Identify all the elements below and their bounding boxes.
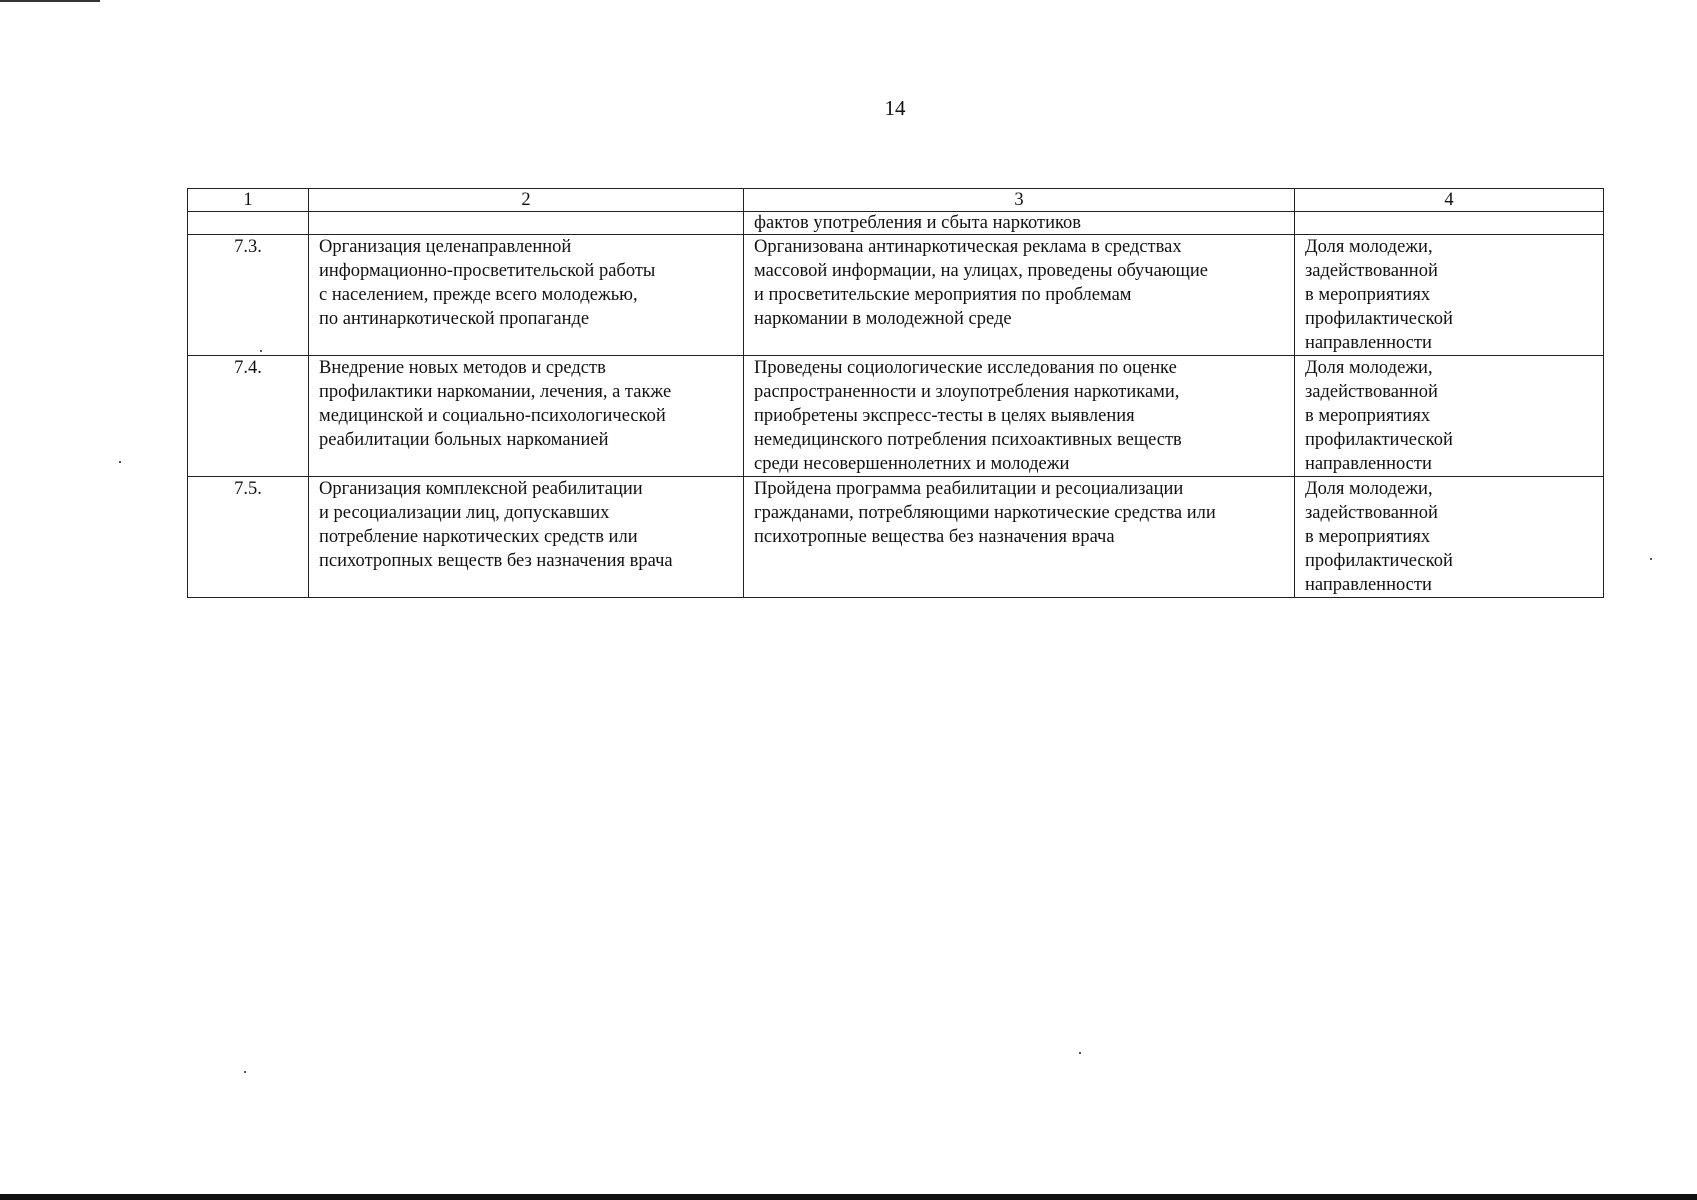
row-number: 7.3. <box>188 235 309 356</box>
measures-table <box>187 188 1604 598</box>
result-cell: Организована антинаркотическая реклама в средствах массовой информации, на улицах, проведены обучающие и просветительские мероприятия по проблемам наркомании в молодежной среде <box>744 235 1295 356</box>
header-cell: 3 <box>744 189 1295 212</box>
table-cell <box>1295 212 1604 235</box>
header-cell: 2 <box>309 189 744 212</box>
table-row <box>188 356 1604 477</box>
scan-speck <box>1079 1052 1081 1054</box>
measure-cell: Внедрение новых методов и средств профилактики наркомании, лечения, а также медицинской и социально-психологической реабилитации больных наркоманией <box>309 356 744 477</box>
header-cell: 1 <box>188 189 309 212</box>
indicator-cell: Доля молодежи, задействованной в мероприятиях профилактической направленности <box>1295 235 1604 356</box>
scan-artifact-top-line <box>0 0 100 2</box>
table-row <box>188 477 1604 598</box>
row-number: 7.4. <box>188 356 309 477</box>
header-cell: 4 <box>1295 189 1604 212</box>
scan-speck <box>244 1071 246 1073</box>
table-header-row <box>188 189 1604 212</box>
table-cell <box>309 212 744 235</box>
indicator-cell: Доля молодежи, задействованной в мероприятиях профилактической направленности <box>1295 356 1604 477</box>
table-cell: фактов употребления и сбыта наркотиков <box>744 212 1295 235</box>
scan-speck <box>119 461 121 463</box>
indicator-cell: Доля молодежи, задействованной в мероприятиях профилактической направленности <box>1295 477 1604 598</box>
result-cell: Проведены социологические исследования по оценке распространенности и злоупотребления наркотиками, приобретены экспресс-тесты в целях выявления немедицинского потребления психоактивных веществ среди несовершеннолетних и молодежи <box>744 356 1295 477</box>
scan-artifact-bottom-band <box>0 1194 1697 1200</box>
continuation-row <box>188 212 1604 235</box>
scan-speck <box>1650 558 1652 560</box>
measure-cell: Организация целенаправленной информационно-просветительской работы с населением, прежде всего молодежью, по антинаркотической пропаганде <box>309 235 744 356</box>
result-cell: Пройдена программа реабилитации и ресоциализации гражданами, потребляющими наркотические средства или психотропные вещества без назначения врача <box>744 477 1295 598</box>
page-number: 14 <box>884 96 906 120</box>
table-row <box>188 235 1604 356</box>
table-cell <box>188 212 309 235</box>
measure-cell: Организация комплексной реабилитации и ресоциализации лиц, допускавших потребление наркотических средств или психотропных веществ без назначения врача <box>309 477 744 598</box>
row-number: 7.5. <box>188 477 309 598</box>
